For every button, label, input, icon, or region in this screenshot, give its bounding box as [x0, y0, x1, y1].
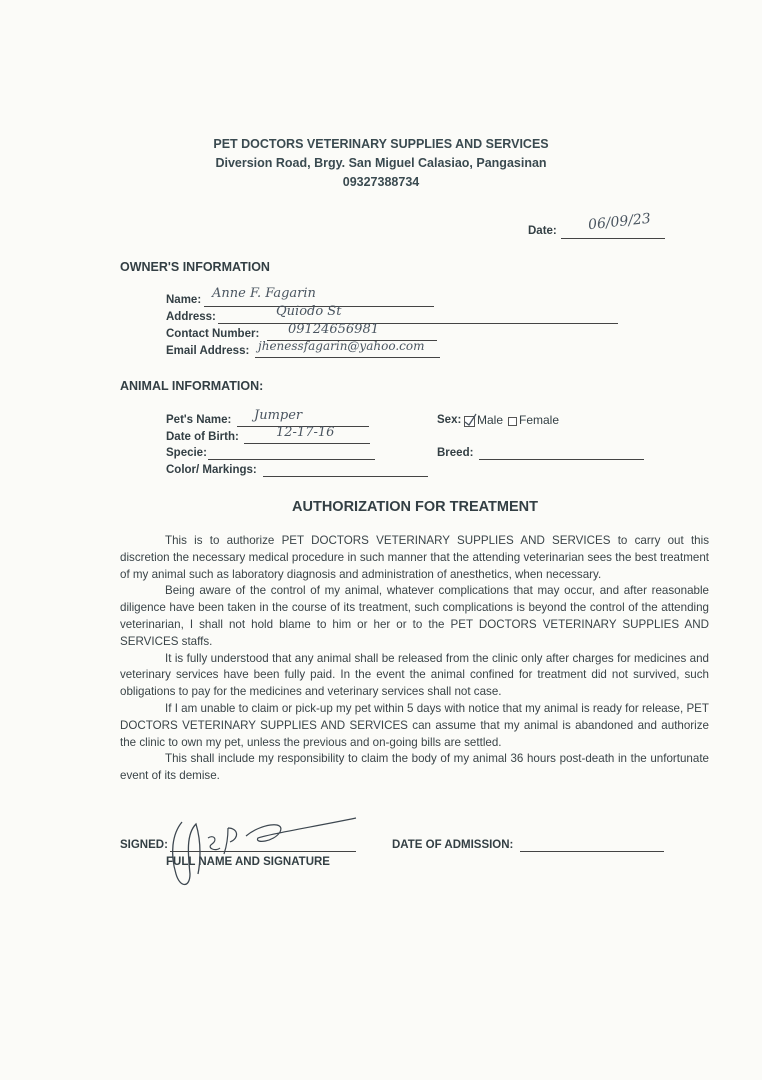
authorization-body — [120, 533, 709, 785]
authorization-paragraph: This is to authorize PET DOCTORS VETERINARY SUPPLIES AND SERVICES to carry out this discretion the necessary medical procedure in such manner that the attending veterinarian sees the best treatment of my animal such as laboratory diagnosis and administration of anesthetics, when necessary. — [120, 534, 709, 581]
email-line — [255, 357, 440, 358]
contact-number-value[interactable]: 09124656981 — [288, 322, 379, 337]
color-markings-line[interactable] — [263, 476, 428, 477]
authorization-paragraph: It is fully understood that any animal shall be released from the clinic only after charges for medicines and veterinary services have been fully paid. In the event the animal confined for treatment did not survived, such obligations to pay for the medicines and veterinary services shall not case. — [120, 651, 709, 699]
breed-label: Breed: — [437, 447, 474, 459]
check-mark-icon — [463, 413, 477, 427]
specie-line[interactable] — [208, 459, 375, 460]
authorization-paragraph: If I am unable to claim or pick-up my pet within 5 days with notice that my animal is ready for release, PET DOCTORS VETERINARY SUPPLIES AND SERVICES can assume that my animal is abandoned and authorize the clinic to own my pet, unless the previous and on-going bills are settled. — [120, 701, 709, 749]
pet-name-value[interactable]: Jumper — [254, 408, 303, 423]
owner-address-line — [218, 323, 618, 324]
company-address: Diversion Road, Brgy. San Miguel Calasiao, Pangasinan — [215, 156, 547, 170]
sex-label: Sex: — [437, 414, 462, 426]
signed-label: SIGNED: — [120, 839, 168, 851]
date-line — [561, 238, 665, 239]
animal-heading: ANIMAL INFORMATION: — [120, 379, 264, 393]
male-checkbox[interactable] — [464, 416, 475, 427]
date-label: Date: — [528, 225, 557, 237]
dob-label: Date of Birth: — [166, 431, 239, 443]
authorization-title: AUTHORIZATION FOR TREATMENT — [292, 499, 538, 515]
authorization-paragraph: This shall include my responsibility to claim the body of my animal 36 hours post-death in the unfortunate event of its demise. — [120, 752, 709, 783]
dob-value[interactable]: 12-17-16 — [276, 425, 335, 440]
male-label: Male — [477, 413, 504, 427]
color-markings-label: Color/ Markings: — [166, 464, 257, 476]
handwritten-signature — [168, 814, 358, 894]
company-phone: 09327388734 — [342, 175, 420, 189]
owner-name-label: Name: — [166, 294, 202, 306]
specie-label: Specie: — [166, 447, 207, 459]
owner-address-label: Address: — [166, 311, 216, 323]
female-checkbox[interactable] — [508, 417, 517, 426]
dob-line — [244, 443, 370, 444]
owner-heading: OWNER'S INFORMATION — [120, 260, 270, 274]
company-name: PET DOCTORS VETERINARY SUPPLIES AND SERVICES — [213, 137, 549, 151]
date-value[interactable]: 06/09/23 — [587, 210, 652, 234]
owner-name-value[interactable]: Anne F. Fagarin — [212, 286, 316, 301]
pet-name-label: Pet's Name: — [166, 414, 232, 426]
authorization-paragraph: Being aware of the control of my animal, whatever complications that may occur, and after reasonable diligence have been taken in the course of its treatment, such complications is beyond the control of the attending veterinarian, I shall not hold blame to him or her or to the PET DOCTORS VETERINARY SUPPLIES AND SERVICES staffs. — [120, 584, 709, 648]
owner-address-value[interactable]: Quiodo St — [276, 304, 342, 319]
email-value[interactable]: jhenessfagarin@yahoo.com — [258, 339, 425, 353]
female-label: Female — [519, 413, 560, 427]
date-of-admission-label: DATE OF ADMISSION: — [392, 839, 514, 851]
date-of-admission-line[interactable] — [520, 851, 664, 852]
contact-number-label: Contact Number: — [166, 328, 260, 340]
full-name-signature-label: FULL NAME AND SIGNATURE — [166, 856, 330, 868]
breed-line[interactable] — [479, 459, 644, 460]
email-label: Email Address: — [166, 345, 250, 357]
